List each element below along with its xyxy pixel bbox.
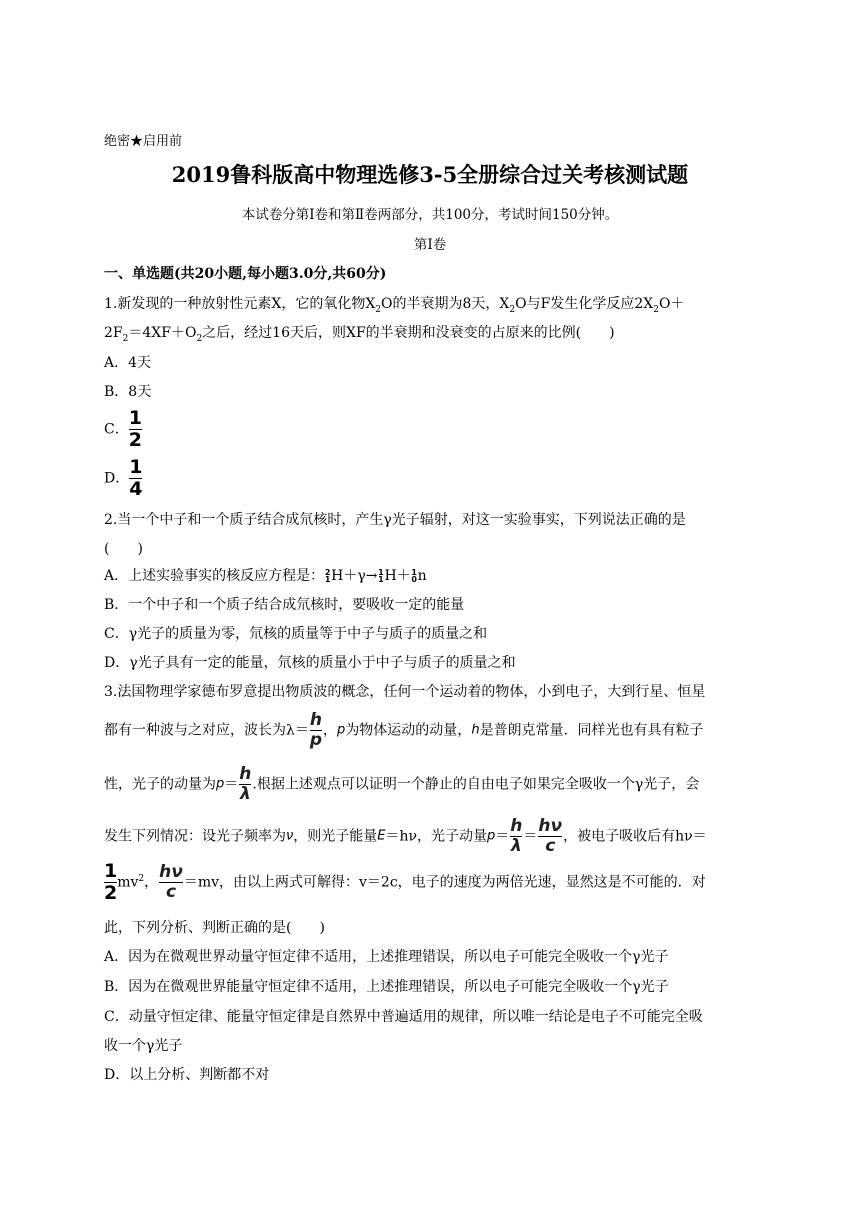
- q1-stem-line2: $2F_2=4XF+O_2$之后，经过16天后，则XF的半衰期和没衰变的占原来的比例( ): [104, 325, 615, 344]
- fraction-one-half-2: $\frac{1}{2}$: [104, 860, 118, 904]
- q3-stem-line3: 性，光子的动量为p＝ $\frac{h}{\lambda}$ .根据上述观点可以证明一个静止的自由电子如果完全吸收一个γ光子，会: [104, 764, 700, 804]
- fraction-hv-over-c: $\frac{h\nu}{c}$: [538, 816, 563, 856]
- q2-option-b: B．一个中子和一个质子结合成氘核时，要吸收一定的能量: [104, 597, 465, 613]
- q3-option-b: B．因为在微观世界能量守恒定律不适用，上述推理错误，所以电子可能完全吸收一个γ光子: [104, 979, 669, 995]
- q2-option-d: D．γ光子具有一定的能量，氘核的质量小于中子与质子的质量之和: [104, 655, 516, 671]
- fraction-hv-over-c-2: $\frac{h\nu}{c}$: [159, 862, 183, 902]
- q2-option-a: A．上述实验事实的核反应方程是： 2 1 H＋γ→ 1 1 H＋ 1 0 n: [104, 568, 427, 584]
- isotope-neutron: 1 0: [411, 568, 417, 584]
- q3-option-c-line1: C．动量守恒定律、能量守恒定律是自然界中普遍适用的规律，所以唯一结论是电子不可能完全吸: [104, 1009, 703, 1025]
- q2-option-c: C．γ光子的质量为零，氘核的质量等于中子与质子的质量之和: [104, 626, 488, 642]
- secret-mark: 绝密★启用前: [104, 134, 183, 149]
- q3-stem-line4: 发生下列情况：设光子频率为ν，则光子能量E＝hν，光子动量p＝ $\frac{h}{\lambda}$ ＝ $\frac{h\nu}{c}$ ，被电子吸收后有hν＝: [104, 816, 707, 856]
- q3-stem-line1: 3.法国物理学家德布罗意提出物质波的概念，任何一个运动着的物体，小到电子，大到行星、恒星: [104, 684, 706, 700]
- q1-option-d: D． $\frac{1}{4}$: [104, 456, 143, 500]
- fraction-one-half: $\frac{1}{2}$: [128, 407, 142, 451]
- q1-option-a: A．4天: [104, 355, 152, 371]
- q3-stem-line5: $\frac{1}{2}$ $mv^2$， $\frac{h\nu}{c}$ ＝mv，由以上两式可解得：v＝2c，电子的速度为两倍光速，显然这是不可能的．对: [104, 860, 706, 904]
- q1-stem-line1: 1.新发现的一种放射性元素X，它的氧化物$X_2O$的半衰期为8天，$X_2O$与F发生化学反应$2X_2O+$: [104, 296, 685, 315]
- q3-option-d: D．以上分析、判断都不对: [104, 1067, 270, 1083]
- part-label: 第Ⅰ卷: [413, 237, 447, 253]
- q3-option-a: A．因为在微观世界动量守恒定律不适用，上述推理错误，所以电子可能完全吸收一个γ光子: [104, 949, 669, 965]
- fraction-h-over-lambda: $\frac{h}{\lambda}$: [239, 764, 252, 804]
- q1-option-c: C． $\frac{1}{2}$: [104, 407, 142, 451]
- q2-stem-line1: 2.当一个中子和一个质子结合成氘核时，产生γ光子辐射，对这一实验事实，下列说法正确的是: [104, 512, 686, 528]
- page-title: 2019鲁科版高中物理选修3-5全册综合过关考核测试题: [171, 162, 689, 187]
- q2-stem-line2: ( ): [104, 541, 143, 557]
- section-heading: 一、单选题(共20小题,每小题3.0分,共60分): [104, 266, 387, 282]
- q1-option-b: B．8天: [104, 384, 152, 400]
- q3-option-c-line2: 收一个γ光子: [104, 1038, 183, 1054]
- isotope-deuterium: 2 1: [324, 568, 331, 584]
- fraction-h-over-lambda-2: $\frac{h}{\lambda}$: [510, 816, 523, 856]
- exam-intro: 本试卷分第Ⅰ卷和第Ⅱ卷两部分，共100分，考试时间150分钟。: [241, 207, 619, 223]
- q3-stem-line2: 都有一种波与之对应，波长为λ＝ $\frac{h}{p}$ ，p为物体运动的动量，h是普朗克常量．同样光也有具有粒子: [104, 710, 704, 750]
- fraction-h-over-p: $\frac{h}{p}$: [309, 710, 323, 750]
- isotope-hydrogen: 1 1: [378, 568, 384, 584]
- fraction-one-quarter: $\frac{1}{4}$: [129, 456, 143, 500]
- q3-stem-line6: 此，下列分析、判断正确的是( ): [104, 920, 325, 936]
